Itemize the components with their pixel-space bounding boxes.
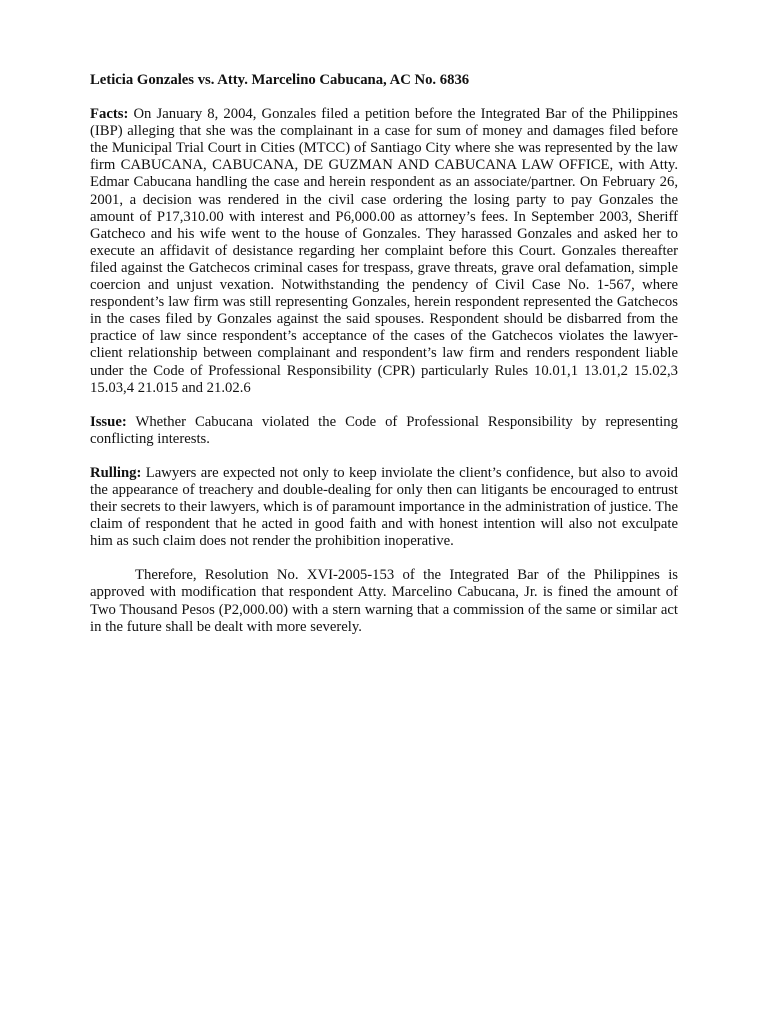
facts-label: Facts:: [90, 106, 129, 123]
case-title: Leticia Gonzales vs. Atty. Marcelino Cabucana, AC No. 6836: [90, 72, 470, 88]
issue-paragraph: [90, 414, 678, 448]
ruling-text: Lawyers are expected not only to keep inviolate the client’s confidence, but also to avoid the appearance of treachery and double-dealing for only then can litigants be encouraged to entrust their secrets to their lawyers, which is of paramount importance in the administration of justice. The claim of respondent that he acted in good faith and with honest intention will also not exculpate him as such claim does not render the prohibition inoperative.: [90, 464, 679, 550]
ruling-paragraph: [90, 465, 678, 550]
issue-text: Whether Cabucana violated the Code of Professional Responsibility by representing conflicting interests.: [90, 413, 678, 447]
document-body: [90, 72, 678, 653]
conclusion-paragraph: Therefore, Resolution No. XVI-2005-153 of the Integrated Bar of the Philippines is approved with modification that respondent Atty. Marcelino Cabucana, Jr. is fined the amount of Two Thousand Pesos (P2,000.00) with a stern warning that a commission of the same or similar act in the future shall be dealt with more severely.: [90, 567, 678, 635]
issue-label: Issue:: [90, 413, 127, 430]
facts-text: On January 8, 2004, Gonzales filed a petition before the Integrated Bar of the Philippines (IBP) alleging that she was the complainant in a case for sum of money and damages filed before the Municipal Trial Court in Cities (MTCC) of Santiago City where she was represented by the law firm CABUCANA, CABUCANA, DE GUZMAN AND CABUCANA LAW OFFICE, with Atty. Edmar Cabucana handling the case and herein respondent as an associate/partner. On February 26, 2001, a decision was rendered in the civil case ordering the losing party to pay Gonzales the amount of P17,310.00 with interest and P6,000.00 as attorney’s fees. In September 2003, Sheriff Gatcheco and his wife went to the house of Gonzales. They harassed Gonzales and asked her to execute an affidavit of desistance regarding her complaint before this Court. Gonzales thereafter filed against the Gatchecos criminal cases for trespass, grave threats, grave oral defamation, simple coercion and unjust vexation. Notwithstanding the pendency of Civil Case No. 1-567, where respondent’s law firm was still representing Gonzales, herein respondent represented the Gatchecos in the cases filed by Gonzales against the said spouses. Respondent should be disbarred from the practice of law since respondent’s acceptance of the cases of the Gatchecos violates the lawyer-client relationship between complainant and respondent’s law firm and renders respondent liable under the Code of Professional Responsibility (CPR) particularly Rules 10.01,1 13.01,2 15.02,3 15.03,4 21.015 and 21.02.6: [90, 106, 678, 396]
ruling-label: Rulling:: [90, 464, 142, 481]
facts-paragraph: [90, 106, 678, 397]
